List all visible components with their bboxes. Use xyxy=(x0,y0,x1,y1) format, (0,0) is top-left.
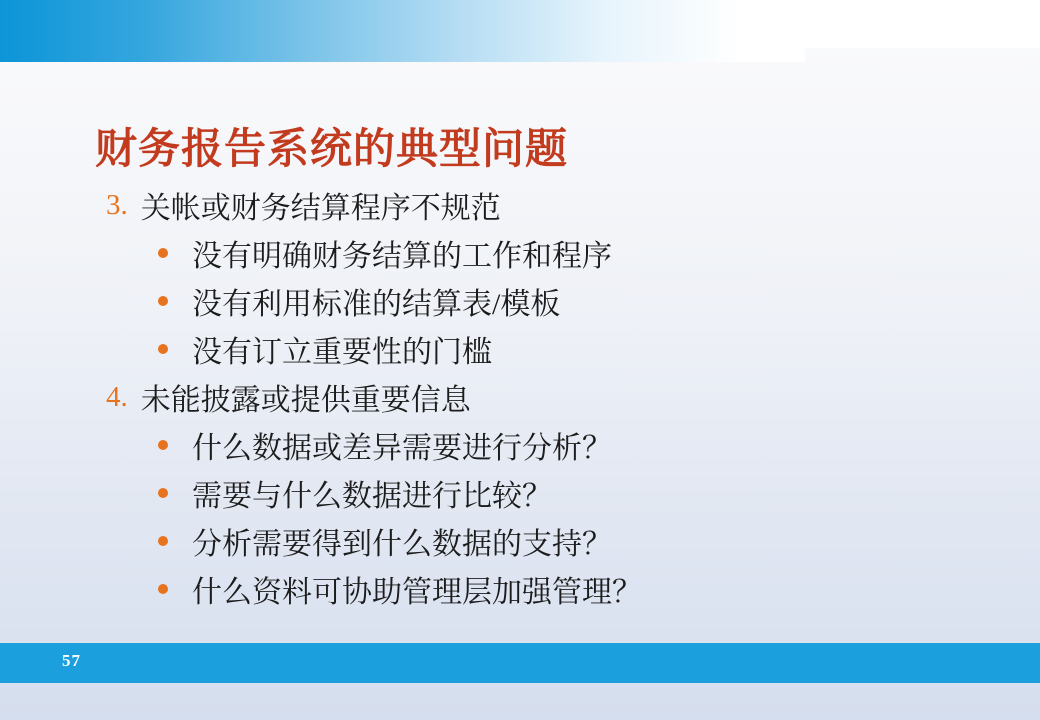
top-gradient-band xyxy=(0,0,805,62)
bullet-icon xyxy=(158,296,168,306)
list-item-bullet xyxy=(0,277,1040,325)
bullet-icon xyxy=(158,344,168,354)
list-item-bullet xyxy=(0,325,1040,373)
list-item-text: 需要与什么数据进行比较？ xyxy=(192,480,552,513)
list-item-text: 什么资料可协助管理层加强管理？ xyxy=(192,576,642,609)
list-item-numbered xyxy=(0,181,1040,229)
list-item-text: 没有订立重要性的门槛 xyxy=(192,336,492,369)
top-right-white-block xyxy=(805,0,1040,48)
list-number: 3. xyxy=(106,188,128,221)
list-item-bullet xyxy=(0,421,1040,469)
list-item-numbered xyxy=(0,373,1040,421)
slide-title: 财务报告系统的典型问题 xyxy=(95,127,569,174)
bullet-icon xyxy=(158,488,168,498)
list-item-text: 什么数据或差异需要进行分析？ xyxy=(192,432,612,465)
list-item-text: 没有利用标准的结算表/模板 xyxy=(192,288,561,321)
list-item-text: 没有明确财务结算的工作和程序 xyxy=(192,240,612,273)
page-number: 57 xyxy=(62,651,81,670)
list-item-text: 分析需要得到什么数据的支持？ xyxy=(192,528,612,561)
slide-list xyxy=(0,181,1040,613)
list-item-text: 关帐或财务结算程序不规范 xyxy=(140,192,501,225)
list-item-text: 未能披露或提供重要信息 xyxy=(140,384,471,417)
bullet-icon xyxy=(158,584,168,594)
footer-bar xyxy=(0,643,1040,683)
list-number: 4. xyxy=(106,380,128,413)
list-item-bullet xyxy=(0,565,1040,613)
bullet-icon xyxy=(158,536,168,546)
bullet-icon xyxy=(158,440,168,450)
list-item-bullet xyxy=(0,517,1040,565)
list-item-bullet xyxy=(0,229,1040,277)
list-item-bullet xyxy=(0,469,1040,517)
bullet-icon xyxy=(158,248,168,258)
